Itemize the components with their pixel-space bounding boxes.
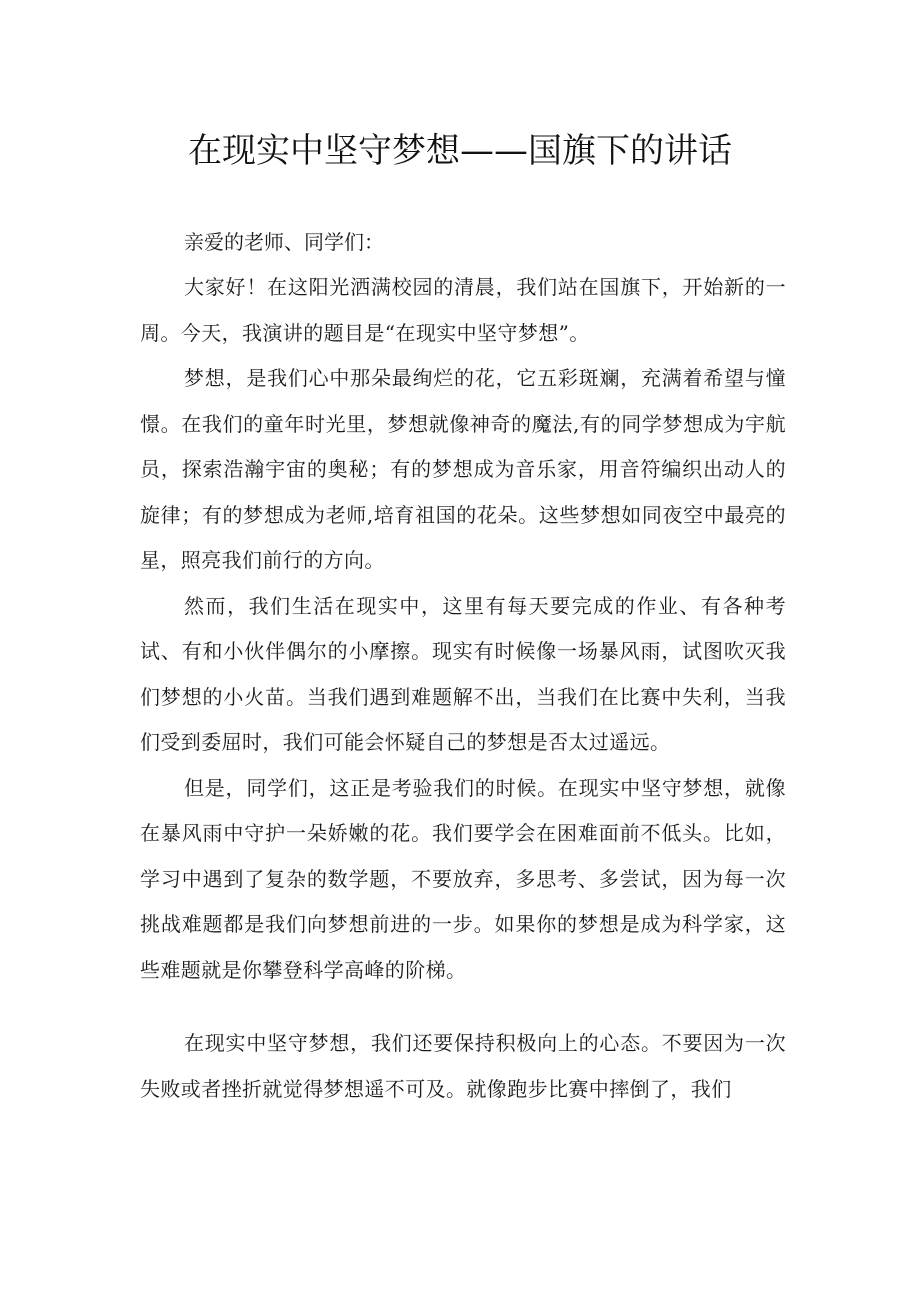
page-title: 在现实中坚守梦想——国旗下的讲话 — [188, 131, 732, 171]
paragraph-1: 大家好！在这阳光洒满校园的清晨，我们站在国旗下，开始新的一周。今天，我演讲的题目是“在现实中坚守梦想”。 — [140, 275, 786, 345]
paragraph-5: 在现实中坚守梦想，我们还要保持积极向上的心态。不要因为一次失败或者挫折就觉得梦想遥不可及。就像跑步比赛中摔倒了，我们 — [140, 1031, 786, 1101]
document-body — [140, 220, 786, 1112]
paragraph-3: 然而，我们生活在现实中，这里有每天要完成的作业、有各种考试、有和小伙伴偶尔的小摩擦。现实有时候像一场暴风雨，试图吹灭我们梦想的小火苗。当我们遇到难题解不出，当我们在比赛中失利，当我们受到委屈时，我们可能会怀疑自己的梦想是否太过遥远。 — [140, 593, 786, 754]
greeting-line: 亲爱的老师、同学们： — [184, 230, 384, 254]
paragraph-4: 但是，同学们，这正是考验我们的时候。在现实中坚守梦想，就像在暴风雨中守护一朵娇嫩的花。我们要学会在困难面前不低头。比如，学习中遇到了复杂的数学题，不要放弃，多思考、多尝试，因为每一次挑战难题都是我们向梦想前进的一步。如果你的梦想是成为科学家，这些难题就是你攀登科学高峰的阶梯。 — [140, 775, 786, 982]
paragraph-2: 梦想，是我们心中那朵最绚烂的花，它五彩斑斓，充满着希望与憧憬。在我们的童年时光里，梦想就像神奇的魔法,有的同学梦想成为宇航员，探索浩瀚宇宙的奥秘；有的梦想成为音乐家，用音符编织出动人的旋律；有的梦想成为老师,培育祖国的花朵。这些梦想如同夜空中最亮的星，照亮我们前行的方向。 — [140, 366, 786, 572]
